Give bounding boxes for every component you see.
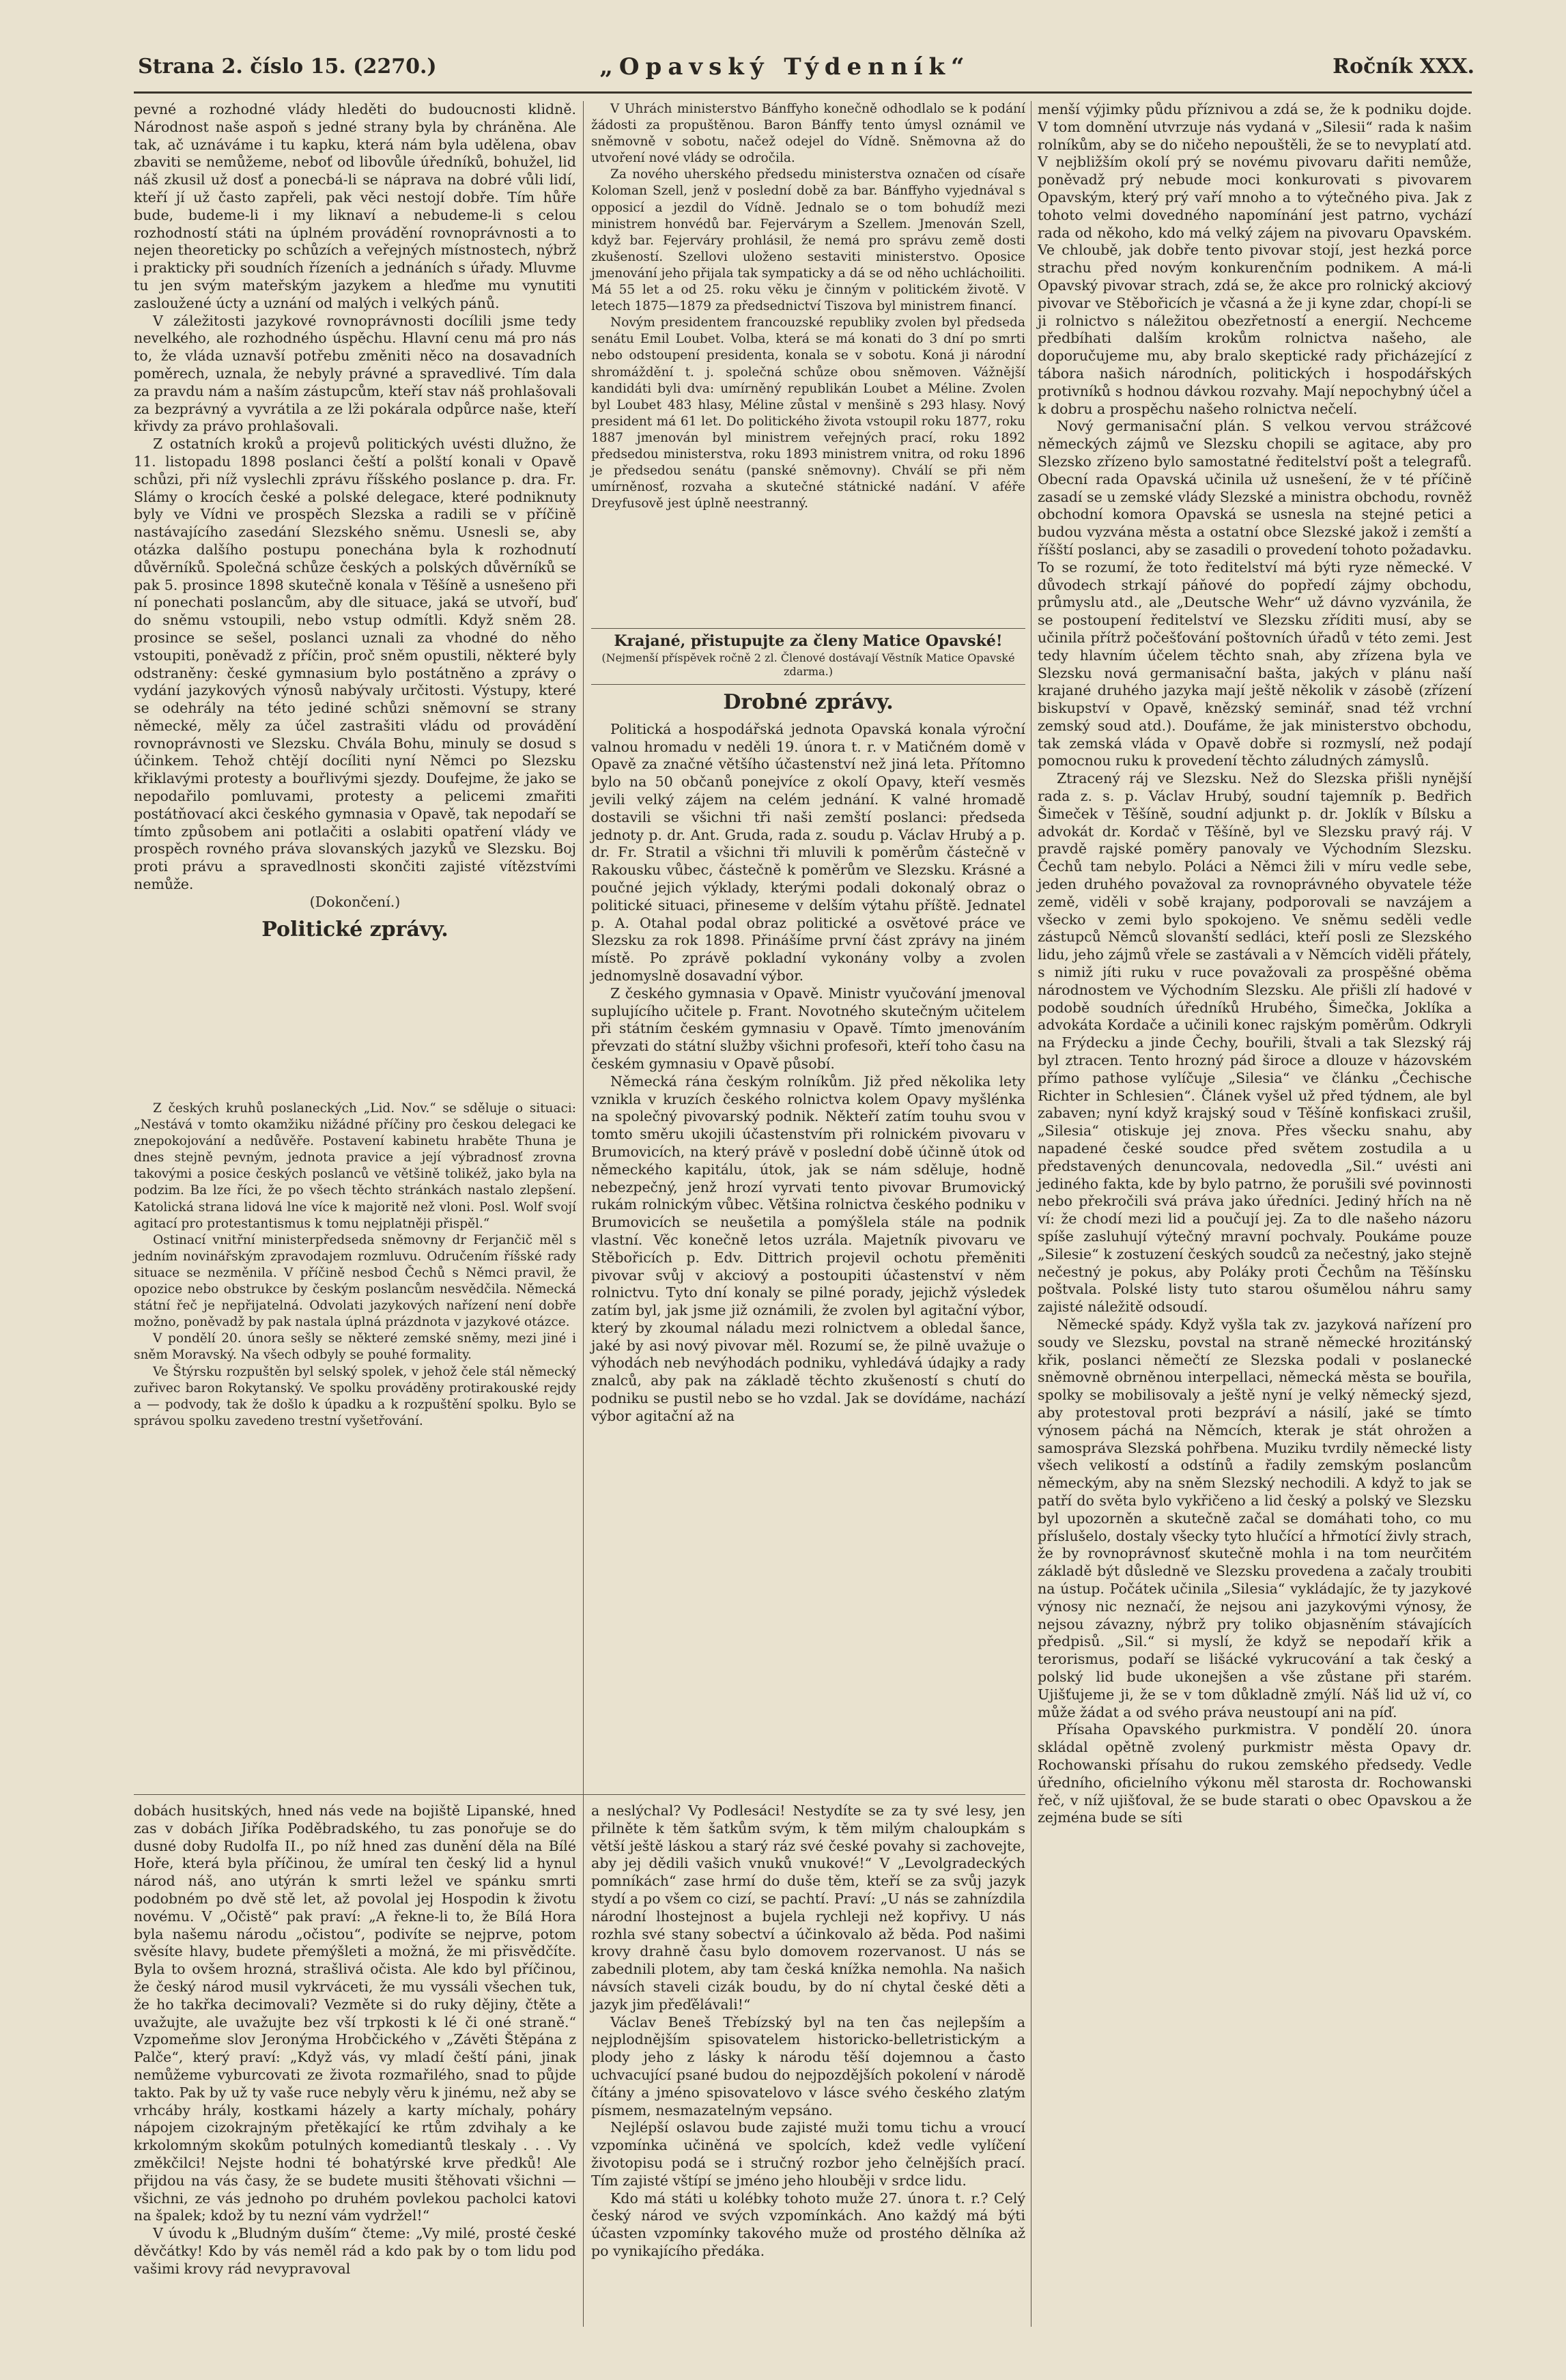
column-3: [1038, 101, 1472, 1827]
article-end-note: (Dokončení.): [309, 893, 401, 910]
column-divider-1: [583, 101, 584, 2327]
feuilleton-paragraph: V úvodu k „Bludným duším“ čteme: „Vy milé, prosté české děvčátky! Kdo by vás neměl rád a kdo pak by o tom lidu pod vašimi krovy rád nevypravoval: [134, 2225, 576, 2277]
feuilleton-paragraph: Nejlépší oslavou bude zajisté muži tomu tichu a vroucí vzpomínka učiněná ve spolcích, kdež vedle vylíčení životopisu podá se i stručný rozbor jeho čelnějších prací. Tím zajisté vštípí se jméno jeho hlouběji v srdce lidu.: [591, 2119, 1025, 2189]
section-heading-drobne: Drobné zprávy.: [723, 690, 894, 714]
news-item: Politická a hospodářská jednota Opavská konala výroční valnou hromadu v neděli 19. února t. r. v Matičném domě v Opavě za značné většího účastenství než jiná leta. Přítomno bylo na 50 občanů ponejvíce z okolí Opavy, kteří vesměs jevili velký zájem na celém jednání. K valné hromadě dostavili se všichni tři naši zemští poslanci: předseda jednoty p. dr. Ant. Gruda, rada z. soudu p. Václav Hrubý a p. dr. Fr. Stratil a všichni tři mluvili k poměrům částečně v Rakousku vůbec, částečně k poměrům ve Slezsku. Krásné a poučné jejich výklady, kterými podali dokonalý obraz o politické situaci, přineseme v delším výtahu příště. Jednatel p. A. Otahal podal obraz politické a osvětové práce ve Slezsku za rok 1898. Přinášíme první část zprávy na jiném místě. Po zprávě pokladní vykonány volby a zvolen jednomyslně dosavadní výbor.: [591, 720, 1025, 984]
appeal-title: Krajané, přistupujte za členy Matice Opavské!: [614, 632, 1003, 650]
news-item: V pondělí 20. února sešly se některé zemské sněmy, mezi jiné i sněm Moravský. Na všech odbyly se pouhé formality.: [134, 1331, 576, 1363]
column-2-news: [591, 690, 1025, 1426]
news-item: Německé spády. Když vyšla tak zv. jazyková nařízení pro soudy ve Slezsku, povstal na straně německé hrozitánský křik, poslanci němečtí ze Slezska podali v poslanecké sněmovně obrněnou interpellaci, německá města se bouřila, spolky se mobilisovaly a ještě nyní je velký německý sjezd, aby protestoval proti bezpráví a násilí, jaké se tímto výnosem páchá na Němcích, kterak je stát ohrožen a samospráva Slezská pohřbena. Muziku tvrdily německé listy všech velikostí a odstínů a řadily zemským poslancům německým, aby na sněm Slezský nechodili. A když to jak se patří do světa bylo vykřičeno a lid český a polský ve Slezsku byl upozorněn a skutečně začal se domáhati toho, co mu příslušelo, dostaly všecky tyto hlučící a hřmotící živly strach, že by rovnoprávnosť skutečně mohla i na tom neurčitém základě být důsledně ve Slezsku provedena a začaly troubiti na ústup. Počátek učinila „Silesia“ vykládajíc, že ty jazykové výnosy nic neznačí, že nejsou ani jazykovými výnosy, že nejsou závazny, nýbrž pry toliko objasněním stávajících předpisů. „Sil.“ si myslí, že když se nepodaří křik a terorismus, podaří se lišácké vykrucování a tak český a polský lid bude ukonejšen a vše zůstane při starém. Ujišťujeme ji, že se v tom důkladně zmýlí. Náš lid už ví, co může žádat a od svého práva neustoupí ani na píď.: [1038, 1316, 1472, 1720]
column-1: [134, 101, 576, 948]
article-paragraph: Z ostatních kroků a projevů politických uvésti dlužno, že 11. listopadu 1898 poslanci čeští a polští konali v Opavě schůzi, při níž vyslechli zprávu říšského poslance p. dra. Fr. Slámy o krocích české a polské delegace, které podniknuty byly ve Vídni ve prospěch Slezska a radili se v příčině nastávajícího zasedání Slezského sněmu. Usnesli se, aby otázka dalšího postupu ponechána byla k rozhodnutí důvěrníků. Společná schůze českých a polských důvěrníků se pak 5. prosince 1898 skutečně konala v Těšíně a usnešeno při ní ponechati poslancům, aby dle situace, jaká se utvoří, buď do sněmu vstoupili, nebo vstup odmítli. Když sněm 28. prosince se sešel, poslanci uznali za vhodné do něho vstoupiti, poněvadž z příčin, proč sněm opustili, některé byly odstraněny: české gymnasium bylo postátněno a zprávy o vydání jazykových výnosů nabývaly určitosti. Výstupy, které se odehrály na této jediné schůzi sněmovní se strany německé, měly za účel zastrašiti vládu od provádění rovnoprávnosti ve Slezsku. Chvála Bohu, minuly se dosud s účinkem. Tehož chtějí docíliti nyní Němci po Slezsku křiklavými protesty a bouřlivými sjezdy. Doufejme, že jako se nepodařilo pomluvami, protesty a pelicemi zmařiti postátňovací akci českého gymnasia v Opavě, tak nepodaří se tímto způsobem ani potlačiti a oslabiti opatření vlády ve prospěch rovného práva slovanských jazyků ve Slezsku. Boj proti právu a spravedlnosti skončiti zajisté vítězstvími nemůže.: [134, 436, 576, 893]
article-paragraph: V záležitosti jazykové rovnoprávnosti docílili jsme tedy nevelkého, ale rozhodného úspěchu. Hlavní cenu má pro nás to, že vláda uznavší potřebu změniti něco na dosavadních poměrech, uznala, že nebyly právné a spravedlivé. Tím dala za pravdu nám a naším zástupcům, kteří stav náš prohlašovali za bezprávný a vyvrátila a ze lži pokárala odpůrce naše, kteří křivdy za právo prohlašovali.: [134, 312, 576, 435]
box-rule-bottom: [591, 684, 1025, 685]
news-item: Z českých kruhů poslaneckých „Lid. Nov.“ se sděluje o situaci: „Nestává v tomto okamžiku nižádné příčiny pro českou delegaci ke znepokojování a nedůvěře. Postavení kabinetu hraběte Thuna je dnes stejně pevným, jednota pravice a její výbradnosť zrovna takovými a posice českých poslanců ve většině tolikéž, jako byla na podzim. Ba lze říci, že po všech těchto stránkách nastalo zlepšení. Katolická strana lidová lne více k majoritě než vloni. Posl. Wolf svojí agitací pro protestantismus k tomu nejplatněji přispěl.“: [134, 1101, 576, 1231]
news-item: Nový germanisační plán. S velkou vervou strážcové německých zájmů ve Slezsku chopili se agitace, aby pro Slezsko zřízeno bylo samostatné ředitelství pošt a telegrafů. Obecní rada Opavská učinila už usnešení, že v té příčině zasadí se u zemské vlády Slezské a ministra obchodu, rovněž obchodní komora Opavská se usnesla na stejné petici a budou vyzvána města a ostatní obce Slezské jakož i zemští a říšští poslanci, aby se zasadili o provedení tohoto požadavku. To se rozumí, že toto ředitelství má býti ryze německé. V důvodech strkají páňové do popředí zájmy obchodu, průmyslu atd., ale „Deutsche Wehr“ už dávno vyzvánila, že se postoupení ředitelství ve Slezsku zříditi musí, aby se učinila přítrž počešťování poštovních úřadů v této zemi. Jest tedy hlavním účelem těchto snah, aby zřízena byla ve Slezsku nová germanisační bašta, jakých v plánu naší krajané druhého jazyka mají ještě několik v zásobě (zřízení biskupství v Opavě, knězský seminář, snad též vrchní zemský soud atd.). Doufáme, že jak ministerstvo obchodu, tak zemská vláda v Opavě dobře si rozmyslí, než podají pomocnou ruku k provedení těchto záludných zámyslů.: [1038, 418, 1472, 769]
matice-appeal-box: [591, 632, 1025, 679]
volume-number: Ročník XXX.: [1333, 55, 1475, 79]
feuilleton-paragraph: Václav Beneš Třebízský byl na ten čas nejlepším a nejplodnějším spisovatelem historicko-belletristickým a plody jeho z lásky k národu těší dojemnou a často uchvacující psané budou do nejpozdějších pokolení v národě čítány a jméno spisovatelovo v lásce svého českého zlatým písmem, nesmazatelným vepsáno.: [591, 2013, 1025, 2119]
box-rule-top: [591, 628, 1025, 629]
news-item: Novým presidentem francouzské republiky zvolen byl předseda senátu Emil Loubet. Volba, která se má konati do 3 dní po smrti nebo odstoupení presidenta, konala se v sobotu. Koná ji národní shromáždění t. j. společná schůze obou sněmoven. Vážnější kandidáti byli dva: umírněný republikán Loubet a Méline. Zvolen byl Loubet 483 hlasy, Méline zůstal v menšině s 293 hlasy. Nový president má 61 let. Do politického života vstoupil roku 1877, roku 1887 jmenován byl ministrem veřejných prací, roku 1892 předsedou ministerstva, roku 1893 ministrem vnitra, od roku 1896 je předsedou senátu (panské sněmovny). Chválí se při něm umírněnosť, rozvaha a skutečné státnické nadání. V aféře Dreyfusově jest úplně neestranný.: [591, 315, 1025, 511]
newspaper-title: „Opavský Týdenník“: [599, 53, 971, 81]
news-item: Ostinací vnitřní ministerpředseda sněmovny dr Ferjančič měl s jedním novinářským zpravodajem rozmluvu. Odručením říšské rady situace se nezměnila. V příčině nesbod Čechů s Němci pravil, že opozice nebo obstrukce by českým poslancům nesvědčila. Německá státní řeč je nepřijatelná. Odvolati jazykových nařízení není dobře možno, poněvadž by pak nastala úplná prázdnota v jazykové otázce.: [134, 1232, 576, 1330]
page-header: [102, 53, 1475, 83]
news-item: Z českého gymnasia v Opavě. Ministr vyučování jmenoval suplujícího učitele p. Frant. Novotného skutečným učitelem při státním českém gymnasiu v Opavě. Tímto jmenováním převzati do státní služby všichni profesoři, kteří toho času na českém gymnasiu v Opavě působí.: [591, 984, 1025, 1072]
article-paragraph: pevné a rozhodné vlády hleděti do budoucnosti klidně. Národnost naše aspoň s jedné strany byla by chráněna. Ale tak, ač uznáváme i tu kapku, která nám byla udělena, obav zbaviti se nemůžeme, neboť od libovůle úředníků, bohužel, lid náš zkusil už dosť a ponecbá-li se náprava na dobré vůli lidí, kteří jí už často zapřeli, pak věci nestojí dobře. Tím hůře bude, budeme-li i my liknaví a nebudeme-li s celou rozhodností státi na úplném provádění rovnoprávnosti a to nejen theoreticky po schůzích a veřejných místnostech, nýbrž i prakticky při soudních řízeních a jednáních s úřady. Mluvme tu jen svým mateřským jazykem a hleďme mu vynutiti zasloužené úcty a uznání od malých i velkých pánů.: [134, 101, 576, 311]
appeal-note: (Nejmenší příspěvek ročně 2 zl. Členové dostávají Věstník Matice Opavské zdarma.): [601, 651, 1015, 678]
header-rule: [134, 91, 1472, 94]
feuilleton-column-1: [134, 1802, 576, 2278]
feuilleton-paragraph: a neslýchal? Vy Podlesáci! Nestydíte se za ty své lesy, jen přilněte k těm šatkům svým, k těm milým chaloupkám s větší ještě láskou a starý ráz své české povahy si zachovejte, aby jej dědili vašich vnuků vnukové!“ V „Levolgradeckých pomníkách“ zase hrmí do duše těm, kteří se za svůj jazyk stydí a po všem co cizí, se pachtí. Praví: „U nás se zahnízdila národní lhostejnost a bujela rychleji než kopřivy. U nás rozhla své stany sobectví a účinkovalo až běda. Pod našimi krovy drahně času bylo domovem rozervanost. U nás se zabednili plotem, aby tam česká knížka nemohla. Na našich návsích staveli cizák boudu, by do ní chytal české děti a jazyk jim přeďělávali!“: [591, 1802, 1025, 2013]
news-item: Ztracený ráj ve Slezsku. Než do Slezska přišli nynější rada z. s. p. Václav Hrubý, soudní tajemník p. Bedřich Šimeček v Těšíně, soudní adjunkt p. dr. Joklík v Bílsku a advokát dr. Kordač v Těšíně, byl ve Slezsku pravý ráj. V pravdě rajské poměry panovaly ve Východním Slezsku. Čechů tam nebylo. Poláci a Němci žili v míru vedle sebe, jeden druhého považoval za rovnoprávného obyvatele téže země, viděli v sobě krajany, podporovali se navzájem a všecko v zemi bylo spokojeno. Ve sněmu seděli vedle zástupců Němců slovanští sedláci, kteří posli ze Slezského lidu, jeho zájmů vřele se zastávali a v Němcích viděli přátely, s nimiž jíti ruku v ruce považovali za prospěšné oběma národnostem ve Východním Slezsku. Ale přišli zlí hadové v podobě soudních úředníků Hrubého, Šimečka, Joklíka a advokáta Kordače a učinili konec rajským poměrům. Odkryli na Frýdecku a jinde Čechy, bouřili, štvali a tak Slezský ráj byl ztracen. Tento hrozný pád široce a dlouze v házovském přímo pathose vylíčuje „Silesia“ ve článku „Čechische Richter in Schlesien“. Článek vyšel už před týdnem, ale byl zabaven; nyní když krajský soud v Těšíně konfiskaci zrušil, „Silesia“ otiskuje jej znova. Přes všecku snahu, aby napadené české soudce před světem zostudila a u představených denuncovala, nedovedla „Sil.“ uvésti ani jediného fakta, kde by bylo patrno, že porušili své povinnosti nebo překročili svá práva jako úředníci. Jediný hřích na ně ví: že chodí mezi lid a poučují jej. Za to dle našeho názoru spíše zasluhují výtečný mravní pochvaly. Poukáme pouze „Silesie“ k zostuzení českých soudců za nečestný, jako stejně nečestný je pokus, aby Poláky proti Čechům na Těšínsku poštvala. Polské listy tuto starou ošumělou náhru samy zajisté náležitě odsoudí.: [1038, 770, 1472, 1316]
feuilleton-column-2: [591, 1802, 1025, 2261]
news-item: Přísaha Opavského purkmistra. V pondělí 20. února skládal opětně zvolený purkmistr města Opavy dr. Rochowanski přísahu do rukou zemského předsedy. Vedle úředního, oficielního výkonu měl starosta dr. Rochowanski řeč, v níž ujišťoval, že se bude starati o obec Opavskou a že zejména bude se síti: [1038, 1721, 1472, 1826]
column-2: [591, 101, 1025, 512]
feuilleton-divider: [134, 1794, 1025, 1795]
news-item: Ve Štýrsku rozpuštěn byl selský spolek, v jehož čele stál německý zuřivec baron Rokytanský. Ve spolku prováděny protirakouské rejdy a — podvody, tak že došlo k úpadku a k rozpuštění spolku. Bylo se správou spolku zavedeno trestní vyšetřování.: [134, 1364, 576, 1428]
news-item: menší výjimky půdu příznivou a zdá se, že k podniku dojde. V tom domnění utvrzuje nás vydaná v „Silesii“ rada k našim rolníkům, aby se do ničeho nepouštěli, že se to nevyplatí atd. V nejbližším okolí prý se novému pivovaru dařiti nemůže, poněvadž prý nebude moci konkurovati s pivovarem Opavským, který prý vaří mnoho a to výtečného piva. Jak z tohoto velmi dovedného napomínání jest patrno, vychází rada od někoho, kdo má velký zájem na pivovaru Opavském. Ve chloubě, jak dobře tento pivovar stojí, jest hezká porce strachu před novým konkurenčním podnikem. A má-li Opavský pivovar strach, zdá se, že akce pro rolnický akciový pivovar ve Stěbořicích je včasná a že ji kyne zdar, chopí-li se ji rolnictvo s náležitou obezřetností a energií. Nechceme předbíhati dalším krokům rolnictva našeho, ale doporučujeme mu, aby bralo skeptické rady přicházející z tábora našich národních, politických i hospodářských protivníků s hodnou dávkou rozvahy. Mají nepochybný účel a k dobru a prospěchu našeho rolnictva nečelí.: [1038, 101, 1472, 417]
feuilleton-paragraph: dobách husitských, hned nás vede na bojiště Lipanské, hned zas v dobách Jiříka Poděbradského, tu zas ponořuje se do dusné doby Rudolfa II., po níž hned zas dunění děla na Bílé Hoře, která byla příčinou, že umíral ten český lid a hynul národ náš, ano utýrán k smrti ležel ve spánku smrti podobném po dvě stě let, až povolal jej Hospodin k životu novému. V „Očistě“ pak praví: „A řekne-li to, že Bílá Hora byla našemu národu „očistou“, podivíte se nejprve, potom svěsíte hlavy, budete přemýšleti a možná, že mi přisvědčíte. Byla to ovšem hrozná, strašlivá očista. Ale kdo byl příčinou, že český národ musil vykrváceti, že mu vyssáli všechen tuk, že ho takřka decimovali? Vezměte si do ruky dějiny, čtěte a uvažujte, ale uvažujte bez vší trpkosti k lé či oné straně.“ Vzpomeňme slov Jeronýma Hrobčického v „Závěti Štěpána z Palče“, který praví: „Když vás, vy mladí čeští páni, jinak nemůžeme vyburcovati ze života rozmařilého, snad to půjde takto. Pak by už ty vaše ruce nebyly věru k jinému, než aby se vrhcáby hrály, kostkami házely a karty míchaly, poháry nápojem cizokrajným přetěkající ke rtům zdvihaly a ke krkolomným skokům potulných komediantů tleskaly . . . Vy změkčilci! Nejste hodni té bohatýrské krve předků! Ale přijdou na vás časy, že se budete musiti štěhovati všichni — všichni, ze vás jednoho po druhém povlekou pacholci katovi na špalek; kdož by tu nezní vám vydržel!“: [134, 1802, 576, 2224]
page-number: Strana 2. číslo 15. (2270.): [138, 55, 437, 79]
news-item: Za nového uherského předsedu ministerstva označen od císaře Koloman Szell, jenž v poslední době za bar. Bánffyho vyjednával s opposicí a jezdil do Vídně. Jednalo se o tom bohudíž mezi ministrem honvédů bar. Fejervárym a Szellem. Jmenován Szell, když bar. Fejerváry prohlásil, že nemá pro správu země dosti zkušeností. Szellovi uloženo sestaviti ministerstvo. Oposice jmenování jeho přijala tak sympaticky a dá se od něho uchláchoiliti. Má 55 let a od 25. roku věku je činným v politickém životě. V letech 1875—1879 za předsednictví Tiszova byl ministrem financí.: [591, 167, 1025, 314]
feuilleton-paragraph: Kdo má státi u kolébky tohoto muže 27. února t. r.? Celý český národ ve svých vzpomínkách. Ano každý má býti účasten vzpomínky takového muže od prostého dělníka až po vynikajícího předáka.: [591, 2190, 1025, 2259]
column-1-news: [134, 1101, 576, 1430]
section-heading-politicke: Politické zprávy.: [261, 917, 449, 941]
news-item: V Uhrách ministerstvo Bánffyho konečně odhodlalo se k podání žádosti za propuštěnou. Baron Bánffy tento úmysl oznámil ve sněmovně v sobotu, načež odejel do Vídně. Sněmovna až do utvoření nové vlády se odročila.: [591, 102, 1025, 166]
news-item: Německá rána českým rolníkům. Již před několika lety vznikla v kruzích českého rolnictva kolem Opavy myšlénka na společný pivovarský podnik. Někteří zatím touhu svou v tomto směru ukojili účastenstvím při rolnickém pivovaru v Brumovicích, na který právě v poslední době účinně útok od německého kapitálu, útok, jak se nám sděluje, hodně nebezpečný, jenž hrozí vyrvati tento pivovar Brumovický rukám rolnickým vůbec. Většina rolnictva českého podniku v Brumovicích se neušetila a pomýšlela stále na podnik vlastní. Věc konečně letos uzrála. Majetník pivovaru ve Stěbořicích p. Edv. Dittrich projevil ochotu přeměniti pivovar svůj v akciový a postoupiti účastenství v něm rolnictvu. Tyto dní konaly se pilné porady, jejichž výsledek zatím byl, jak jsme již oznámili, že zvolen byl agitační výbor, který by zkoumal náladu mezi rolnictvem a obledal šance, jaké by asi nový pivovar měl. Rozumí se, že pilně uvažuje o výhodách neb nevýhodách podniku, vyhledává údajky a rady znalců, aby pak na základě těchto zkušeností s chutí do podniku se pustil nebo se ho vzdal. Jak se dovídáme, nachází výbor agitační až na: [591, 1073, 1025, 1424]
